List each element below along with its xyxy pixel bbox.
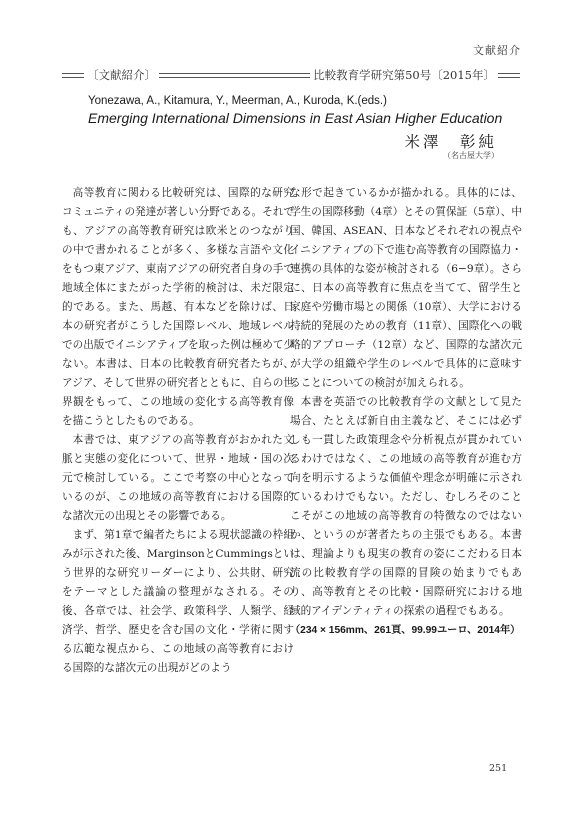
- body-paragraph: まず、第1章で編者たちによる現状認識の枠組みが示された後、MarginsonとCummingsという世界的な研究リーダーにより、公共財、研究をテーマとした議論の整理がなされる。その後、各章では、社会学、政策科学、人類学、経済学、哲学、歴史を含む国の文化・学術に関する広範な視点から、この地域の高等教育における国際的な諸次元の出現がどのよう: [62, 529, 294, 674]
- reviewer-name: 米澤 彰純: [404, 133, 497, 151]
- book-authors: Yonezawa, A., Kitamura, Y., Meerman, A., Kuroda, K.(eds.): [88, 95, 387, 107]
- section-label: 〔文献紹介〕: [87, 68, 156, 82]
- publication-info: （234 × 156mm、261頁、99.99ユーロ、2014年）: [290, 625, 521, 636]
- section-header: [62, 68, 520, 82]
- left-column: [62, 184, 294, 678]
- body-paragraph: 本書を英語での比較教育学の文献として見た場合、たとえば新自由主義など、そこには必ずしも一貫した政策理念や分析視点が貫かれているわけではなく、この地域の高等教育が進む方向を明示するような価値や理念が明確に示されているわけでもない。ただし、むしろそのことこそがこの地域の高等教育の特徴なのではないか、というのが著者たちの主張でもある。本書は、理論よりも現実の教育の姿にこだわる日本流の比較教育学の国際的冒険の始まりでもあり、高等教育とその比較・国際研究における地域的アイデンティティの探索の過程でもある。: [290, 396, 522, 617]
- header-rule-left: [62, 73, 84, 78]
- book-title: Emerging International Dimensions in East Asian Higher Education: [88, 110, 503, 126]
- body-paragraph: 本書では、東アジアの高等教育がおかれた文脈と実態の変化について、世界・地域・国の次元で検討している。ここで考察の中心となっているのが、この地域の高等教育における国際的な諸次元の出現とその影響である。: [62, 434, 294, 522]
- page-number: 251: [489, 763, 508, 774]
- body-paragraph-continued: な形で起きているかが描かれる。具体的には、学生の国際移動（4章）とその質保証（5章）、中国、韓国、ASEAN、日本などそれぞれの視点やイニシアティブの下で進む高等教育の国際協力・連携の具体的な姿が検討される（6−9章）。さらに、日本の高等教育に焦点を当てて、留学生と家庭や労働市場との関係（10章）、大学における持続的発展のための教育（11章）、国際化への戦略的アプローチ（12章）など、国際的な諸次元が大学の組織や学生のレベルで具体的に意味することについての検討が加えられる。: [290, 187, 522, 389]
- right-column: [290, 184, 522, 640]
- header-rule-right: [498, 73, 520, 78]
- journal-info: 比較教育学研究第50号〔2015年〕: [313, 68, 495, 82]
- body-paragraph: 高等教育に関わる比較研究は、国際的な研究コミュニティの発達が著しい分野である。それでも、アジアの高等教育研究は欧米とのつながりの中で書かれることが多く、多様な言語や文化をもつ東アジア、東南アジアの研究者自身の手で地域全体にまたがった学術的検討は、未だ限定的である。また、馬越、有本などを除けば、日本の研究者がこうした国際レベル、地域レベルでの出版でイニシアティブを取った例は極めて少ない。本書は、日本の比較教育研究者たちが、アジア、そして世界の研究者とともに、自らの世界観をもって、この地域の変化する高等教育像を描こうとしたものである。: [62, 187, 295, 427]
- running-head: 文献紹介: [473, 44, 521, 57]
- header-rule-middle: [159, 73, 310, 78]
- reviewer-affiliation: （名古屋大学）: [443, 151, 499, 160]
